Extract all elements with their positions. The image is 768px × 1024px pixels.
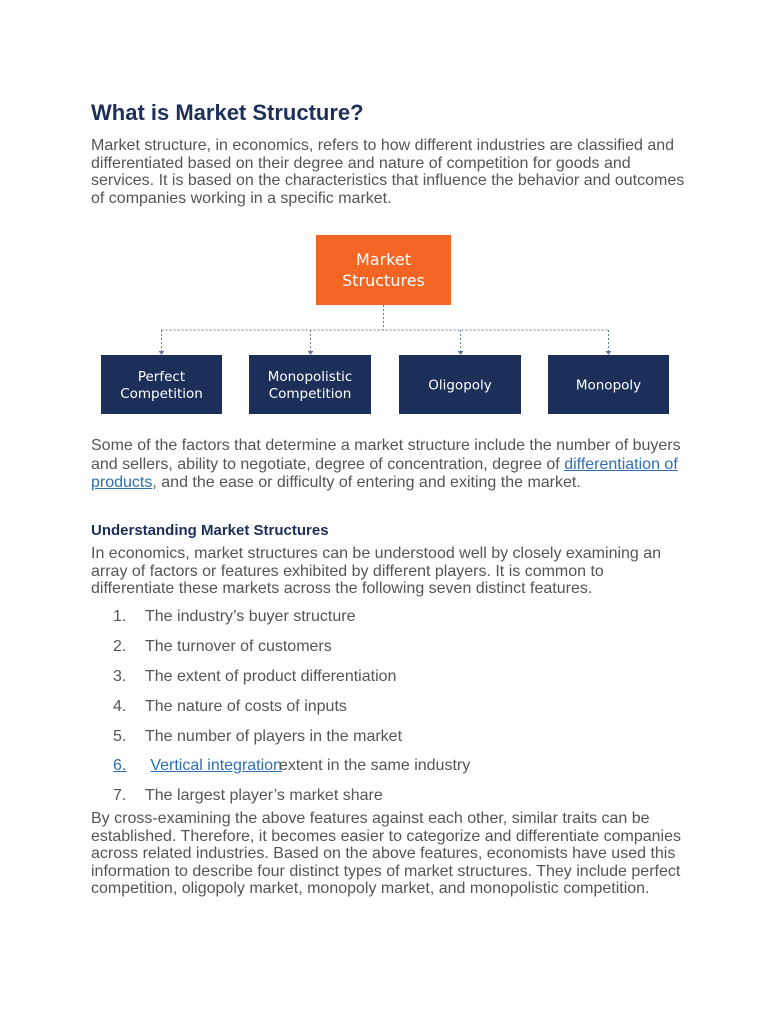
list-number: 4. xyxy=(113,697,127,715)
node-label: Oligopoly xyxy=(428,377,492,394)
list-number: 2. xyxy=(113,637,127,655)
list-item xyxy=(91,607,691,637)
list-text: The turnover of customers xyxy=(145,637,332,655)
features-list xyxy=(91,607,691,816)
list-number: 6. xyxy=(113,757,127,775)
section-subheading: Understanding Market Structures xyxy=(91,522,329,539)
diagram-connectors xyxy=(162,305,609,352)
factors-paragraph xyxy=(91,437,691,493)
diagram-node-monopolistic-competition xyxy=(249,355,371,414)
list-number: 3. xyxy=(113,667,127,685)
market-structures-diagram xyxy=(0,0,768,420)
list-number: 5. xyxy=(113,727,127,745)
list-text: The extent of product differentiation xyxy=(145,667,397,685)
factors-text-before: Some of the factors that determine a market structure include the number of buyers and sellers, ability to negotiate, degree of concentration, degree of xyxy=(91,437,681,473)
list-text: The number of players in the market xyxy=(145,727,403,745)
diagram-root-node xyxy=(316,235,451,305)
list-text: The nature of costs of inputs xyxy=(145,697,347,715)
node-label-line1: Perfect xyxy=(137,369,186,385)
page-title: What is Market Structure? xyxy=(91,100,364,125)
list-item xyxy=(91,637,691,667)
list-item xyxy=(91,667,691,697)
diagram-node-perfect-competition xyxy=(101,355,222,414)
root-line1: Market xyxy=(356,250,411,269)
intro-paragraph: Market structure, in economics, refers to how different industries are classified and differentiated based on their degree and nature of competition for goods and services. It is based on the characteristics that influence the behavior and outcomes of companies working in a specific market. xyxy=(91,137,685,207)
factors-text-after: , and the ease or difficulty of entering and exiting the market. xyxy=(152,474,581,491)
diagram-arrowheads xyxy=(159,351,612,355)
diagram-node-oligopoly xyxy=(399,355,521,414)
conclusion-paragraph: By cross-examining the above features against each other, similar traits can be established. Therefore, it becomes easier to categorize and differentiate companies across related industries. Based on the above features, economists have used this information to describe four distinct types of market structures. They include perfect competition, oligopoly market, monopoly market, and monopolistic competition. xyxy=(91,810,681,897)
list-text: The industry’s buyer structure xyxy=(145,608,356,625)
node-label-line1: Monopolistic xyxy=(267,369,353,385)
list-number: 7. xyxy=(113,787,127,805)
understanding-paragraph: In economics, market structures can be understood well by closely examining an array of factors or features exhibited by different players. It is common to differentiate these markets across the following seven distinct features. xyxy=(91,545,662,597)
list-item xyxy=(91,756,691,786)
root-line2: Structures xyxy=(342,271,425,290)
node-label-line2: Competition xyxy=(120,386,203,402)
node-label: Monopoly xyxy=(575,377,642,394)
list-text: extent in the same industry xyxy=(279,757,471,775)
differentiation-of-products-link[interactable]: differentiation of products xyxy=(91,455,678,491)
list-number: 1. xyxy=(113,608,127,625)
node-label-line2: Competition xyxy=(268,386,352,402)
diagram-node-monopoly xyxy=(548,355,669,414)
list-item xyxy=(91,727,691,757)
vertical-integration-link[interactable] xyxy=(113,756,282,776)
list-item xyxy=(91,697,691,727)
link-label: Vertical integration xyxy=(150,757,282,775)
list-text: The largest player’s market share xyxy=(145,787,383,805)
